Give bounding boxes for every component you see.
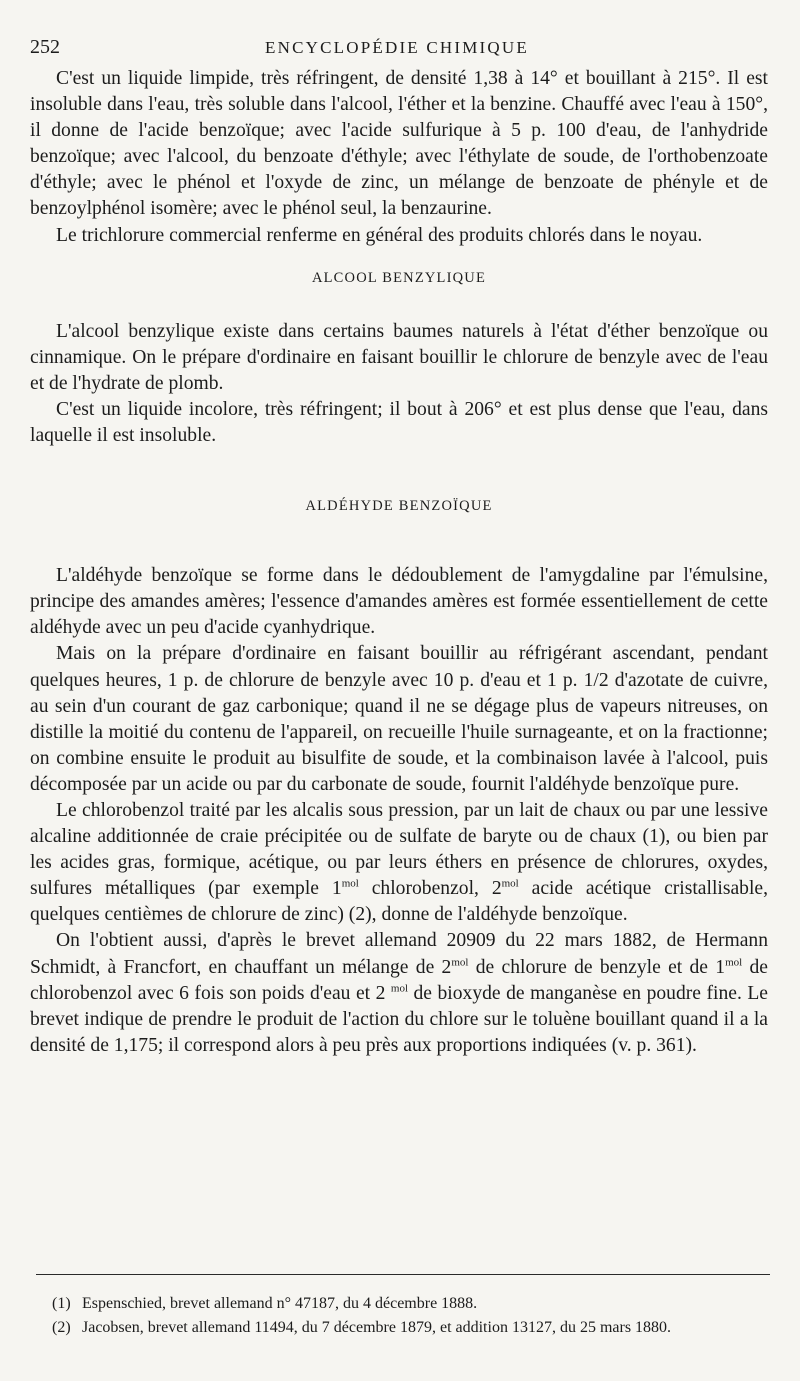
superscript-mol: mol (390, 982, 409, 995)
paragraph-chlorobenzol (30, 798, 768, 928)
paragraph-trichlorure-commercial: Le trichlorure commercial renferme en général des produits chlorés dans le noyau. (56, 224, 703, 246)
text-run: de bioxyde de manganèse en poudre fine. Le brevet indique de prendre le produit de l'action du chlore sur le toluène bouillant quand il a la densité de 1,175; il correspond alors à peu près aux proportions indiquées (v. p. 361). (30, 982, 768, 1056)
footnote-2 (52, 1316, 782, 1340)
superscript-mol: mol (341, 877, 359, 890)
text-run: acide acétique cristallisable, quelques centièmes de chlorure de zinc) (2), donne de l'aldéhyde benzoïque. (30, 878, 768, 926)
heading-alcool-benzylique: ALCOOL BENZYLIQUE (311, 269, 487, 286)
superscript-mol: mol (451, 956, 469, 968)
text-run: On l'obtient aussi, d'après le brevet allemand 20909 du 22 mars 1882, de Hermann Schmidt, à Francfort, en chauffant un mélange de 2 (30, 930, 768, 978)
footnote-text: Jacobsen, brevet allemand 11494, du 7 décembre 1879, et addition 13127, du 25 mars 1880. (82, 1319, 672, 1336)
footnote-divider (36, 1274, 770, 1275)
paragraph-alcool-origin: L'alcool benzylique existe dans certains baumes naturels à l'état d'éther benzoïque ou cinnamique. On le prépare d'ordinaire en faisant bouillir le chlorure de benzyle avec de l'eau et de l'hydrate de plomb. (30, 320, 768, 394)
footnote-mark: (1) (52, 1295, 71, 1312)
text-run: de chlorure de benzyle et de 1 (468, 956, 726, 978)
running-head (30, 36, 764, 60)
text-run: Le chlorobenzol traité par les alcalis sous pression, par un lait de chaux ou par une lessive alcaline additionnée de craie précipitée ou de sulfate de baryte ou de chaux (1), ou bien par les acides gras, formique, acétique, ou par leurs éthers en présence de chlorures, oxydes, sulfures métalliques (par exemple 1 (30, 799, 768, 900)
paragraph-trichlorure-properties: C'est un liquide limpide, très réfringent, de densité 1,38 à 14° et bouillant à 215°. Il est insoluble dans l'eau, très soluble dans l'alcool, l'éther et la benzine. Chauffé avec l'eau à 150°, il donne de l'acide benzoïque; avec l'acide sulfurique à 5 p. 100 d'eau, de l'anhydride benzoïque; avec l'alcool, du benzoate d'éthyle; avec l'éthylate de soude, de l'orthobenzoate d'éthyle; avec le phénol et l'oxyde de zinc, un mélange de benzoate de phényle et de benzoylphénol isomère; avec le phénol seul, la benzaurine. (30, 68, 768, 220)
paragraph-alcool-properties: C'est un liquide incolore, très réfringent; il bout à 206° et est plus dense que l'eau, dans laquelle il est insoluble. (30, 398, 768, 447)
running-title: ENCYCLOPÉDIE CHIMIQUE (265, 38, 529, 57)
superscript-mol: mol (725, 956, 743, 968)
footnote-mark: (2) (52, 1319, 71, 1336)
paragraph-schmidt-patent (30, 928, 768, 1058)
text-run: chlorobenzol, 2 (358, 878, 502, 900)
heading-aldehyde-benzoique: ALDÉHYDE BENZOÏQUE (305, 498, 493, 515)
footnote-text: Espenschied, brevet allemand n° 47187, du 4 décembre 1888. (82, 1295, 478, 1312)
footnote-1 (52, 1292, 782, 1316)
text-run: de chlorobenzol avec 6 fois son poids d'eau et 2 (30, 956, 768, 1004)
paragraph-aldehyde-preparation: Mais on la prépare d'ordinaire en faisant bouillir au réfrigérant ascendant, pendant quelques heures, 1 p. de chlorure de benzyle avec 10 p. d'eau et 1 p. 1/2 d'azotate de cuivre, au sein d'un courant de gaz carbonique; quand il ne se dégage plus de vapeurs nitreuses, on distille la moitié du contenu de l'appareil, on recueille l'huile surnageante, et on la fractionne; on combine ensuite le produit au bisulfite de soude, et la combinaison lavée à l'alcool, puis décomposée par un acide ou par du carbonate de soude, fournit l'aldéhyde benzoïque pure. (30, 643, 768, 795)
main-text (30, 66, 768, 1059)
paragraph-aldehyde-origin: L'aldéhyde benzoïque se forme dans le dédoublement de l'amygdaline par l'émulsine, principe des amandes amères; l'essence d'amandes amères est formée essentiellement de cette aldéhyde avec un peu d'acide cyanhydrique. (30, 565, 768, 639)
footnotes (52, 1292, 782, 1340)
page-number: 252 (30, 36, 60, 58)
superscript-mol: mol (501, 877, 519, 890)
